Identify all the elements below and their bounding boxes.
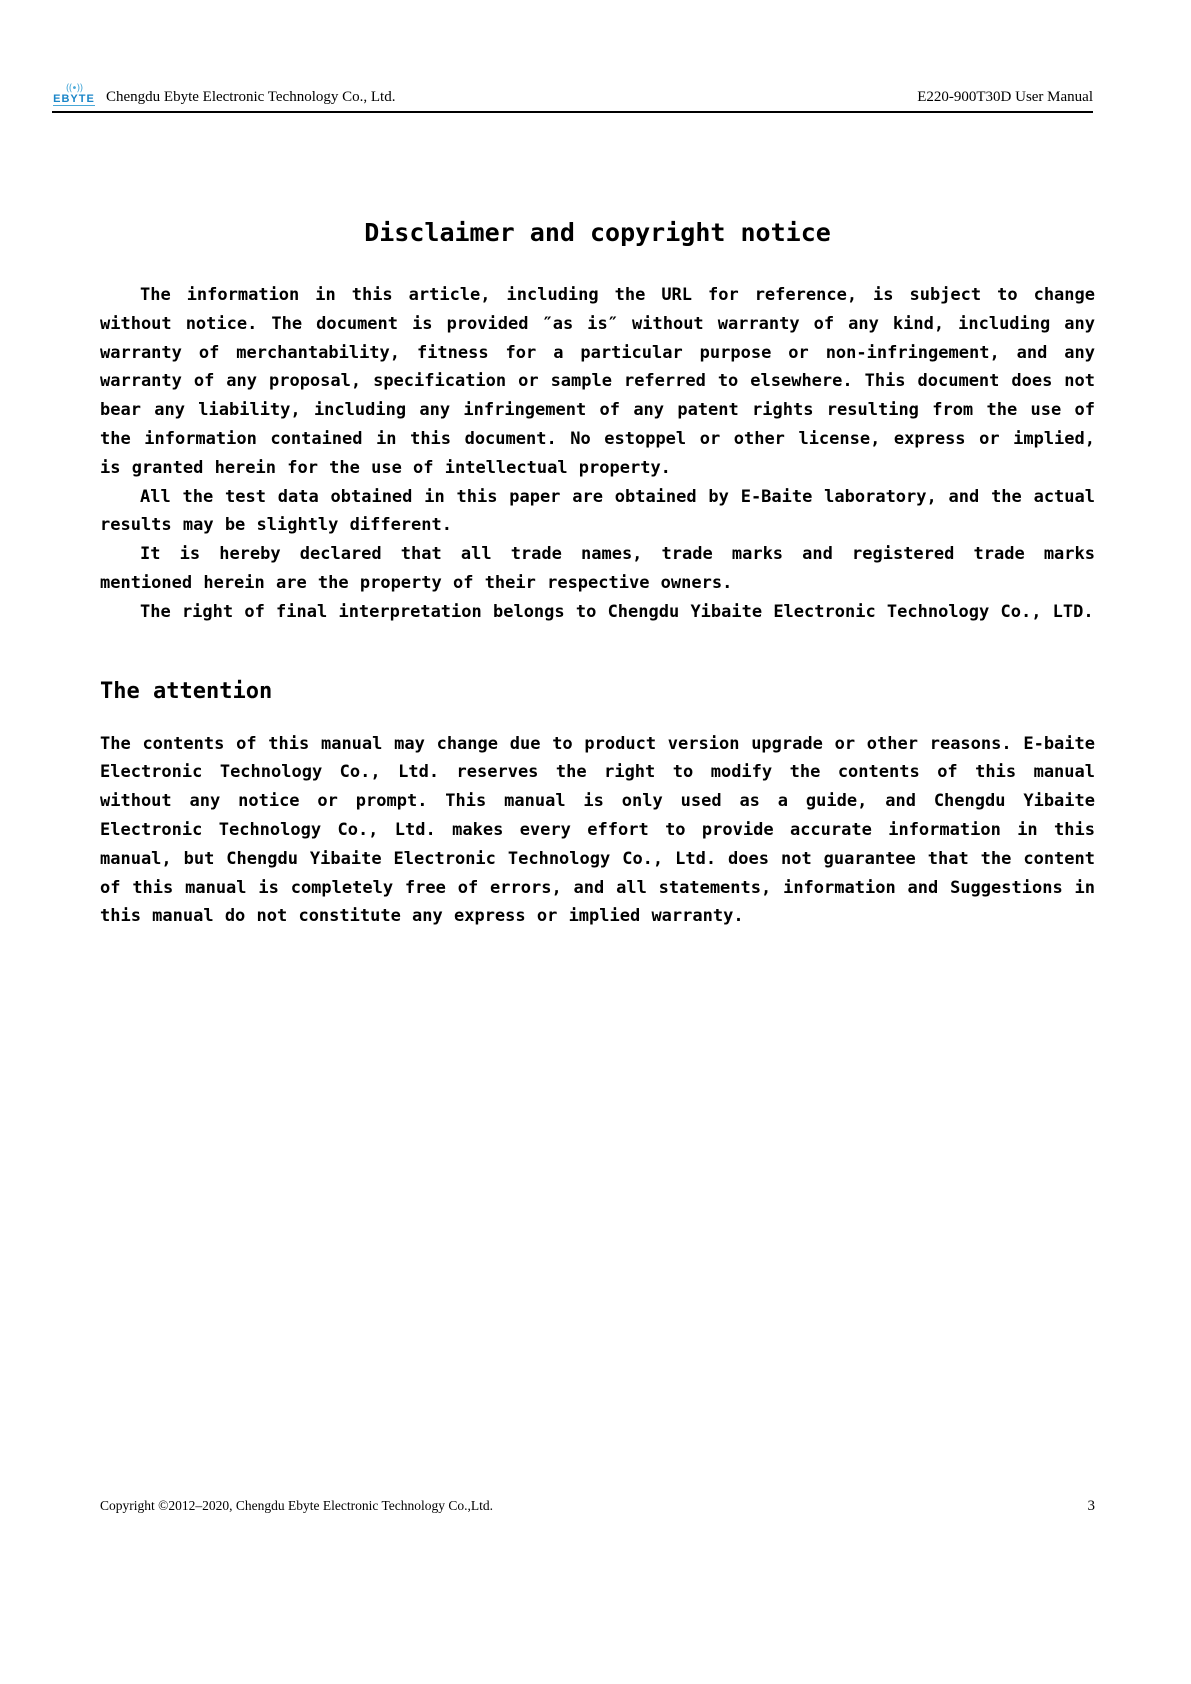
header-manual-title: E220-900T30D User Manual — [917, 89, 1093, 105]
footer-copyright: Copyright ©2012–2020, Chengdu Ebyte Electronic Technology Co.,Ltd. — [100, 1498, 494, 1513]
page-header — [52, 84, 1093, 113]
page-title: Disclaimer and copyright notice — [364, 218, 831, 247]
attention-heading: The attention — [100, 678, 273, 704]
radio-wave-icon: ((•)) — [65, 83, 83, 94]
page-footer — [100, 1498, 1095, 1515]
logo-label: EBYTE — [53, 93, 95, 105]
document-body — [100, 218, 1095, 931]
ebyte-logo — [52, 84, 96, 106]
disclaimer-paragraph-4: The right of final interpretation belongs to Chengdu Yibaite Electronic Technology Co., LTD. — [140, 601, 1094, 622]
disclaimer-paragraph-3: It is hereby declared that all trade names, trade marks and registered trade marks mentioned herein are the property of their respective owners. — [100, 544, 1095, 593]
page-number: 3 — [1087, 1498, 1095, 1514]
disclaimer-paragraph-1: The information in this article, including the URL for reference, is subject to change without notice. The document is provided ″as is″ without warranty of any kind, including any warranty of merchantability, fitness for a particular purpose or non-infringement, and any warranty of any proposal, specification or sample referred to elsewhere. This document does not bear any liability, including any infringement of any patent rights resulting from the use of the information contained in this document. No estoppel or other license, express or implied, is granted herein for the use of intellectual property. — [100, 285, 1095, 478]
disclaimer-paragraph-2: All the test data obtained in this paper are obtained by E-Baite laboratory, and the actual results may be slightly different. — [100, 486, 1095, 536]
attention-paragraph: The contents of this manual may change due to product version upgrade or other reasons. E-baite Electronic Technology Co., Ltd. reserves the right to modify the contents of this manual without any notice or prompt. This manual is only used as a guide, and Chengdu Yibaite Electronic Technology Co., Ltd. makes every effort to provide accurate information in this manual, but Chengdu Yibaite Electronic Technology Co., Ltd. does not guarantee that the content of this manual is completely free of errors, and all statements, information and Suggestions in this manual do not constitute any express or implied warranty. — [100, 733, 1095, 927]
header-company-name: Chengdu Ebyte Electronic Technology Co., Ltd. — [106, 89, 396, 105]
